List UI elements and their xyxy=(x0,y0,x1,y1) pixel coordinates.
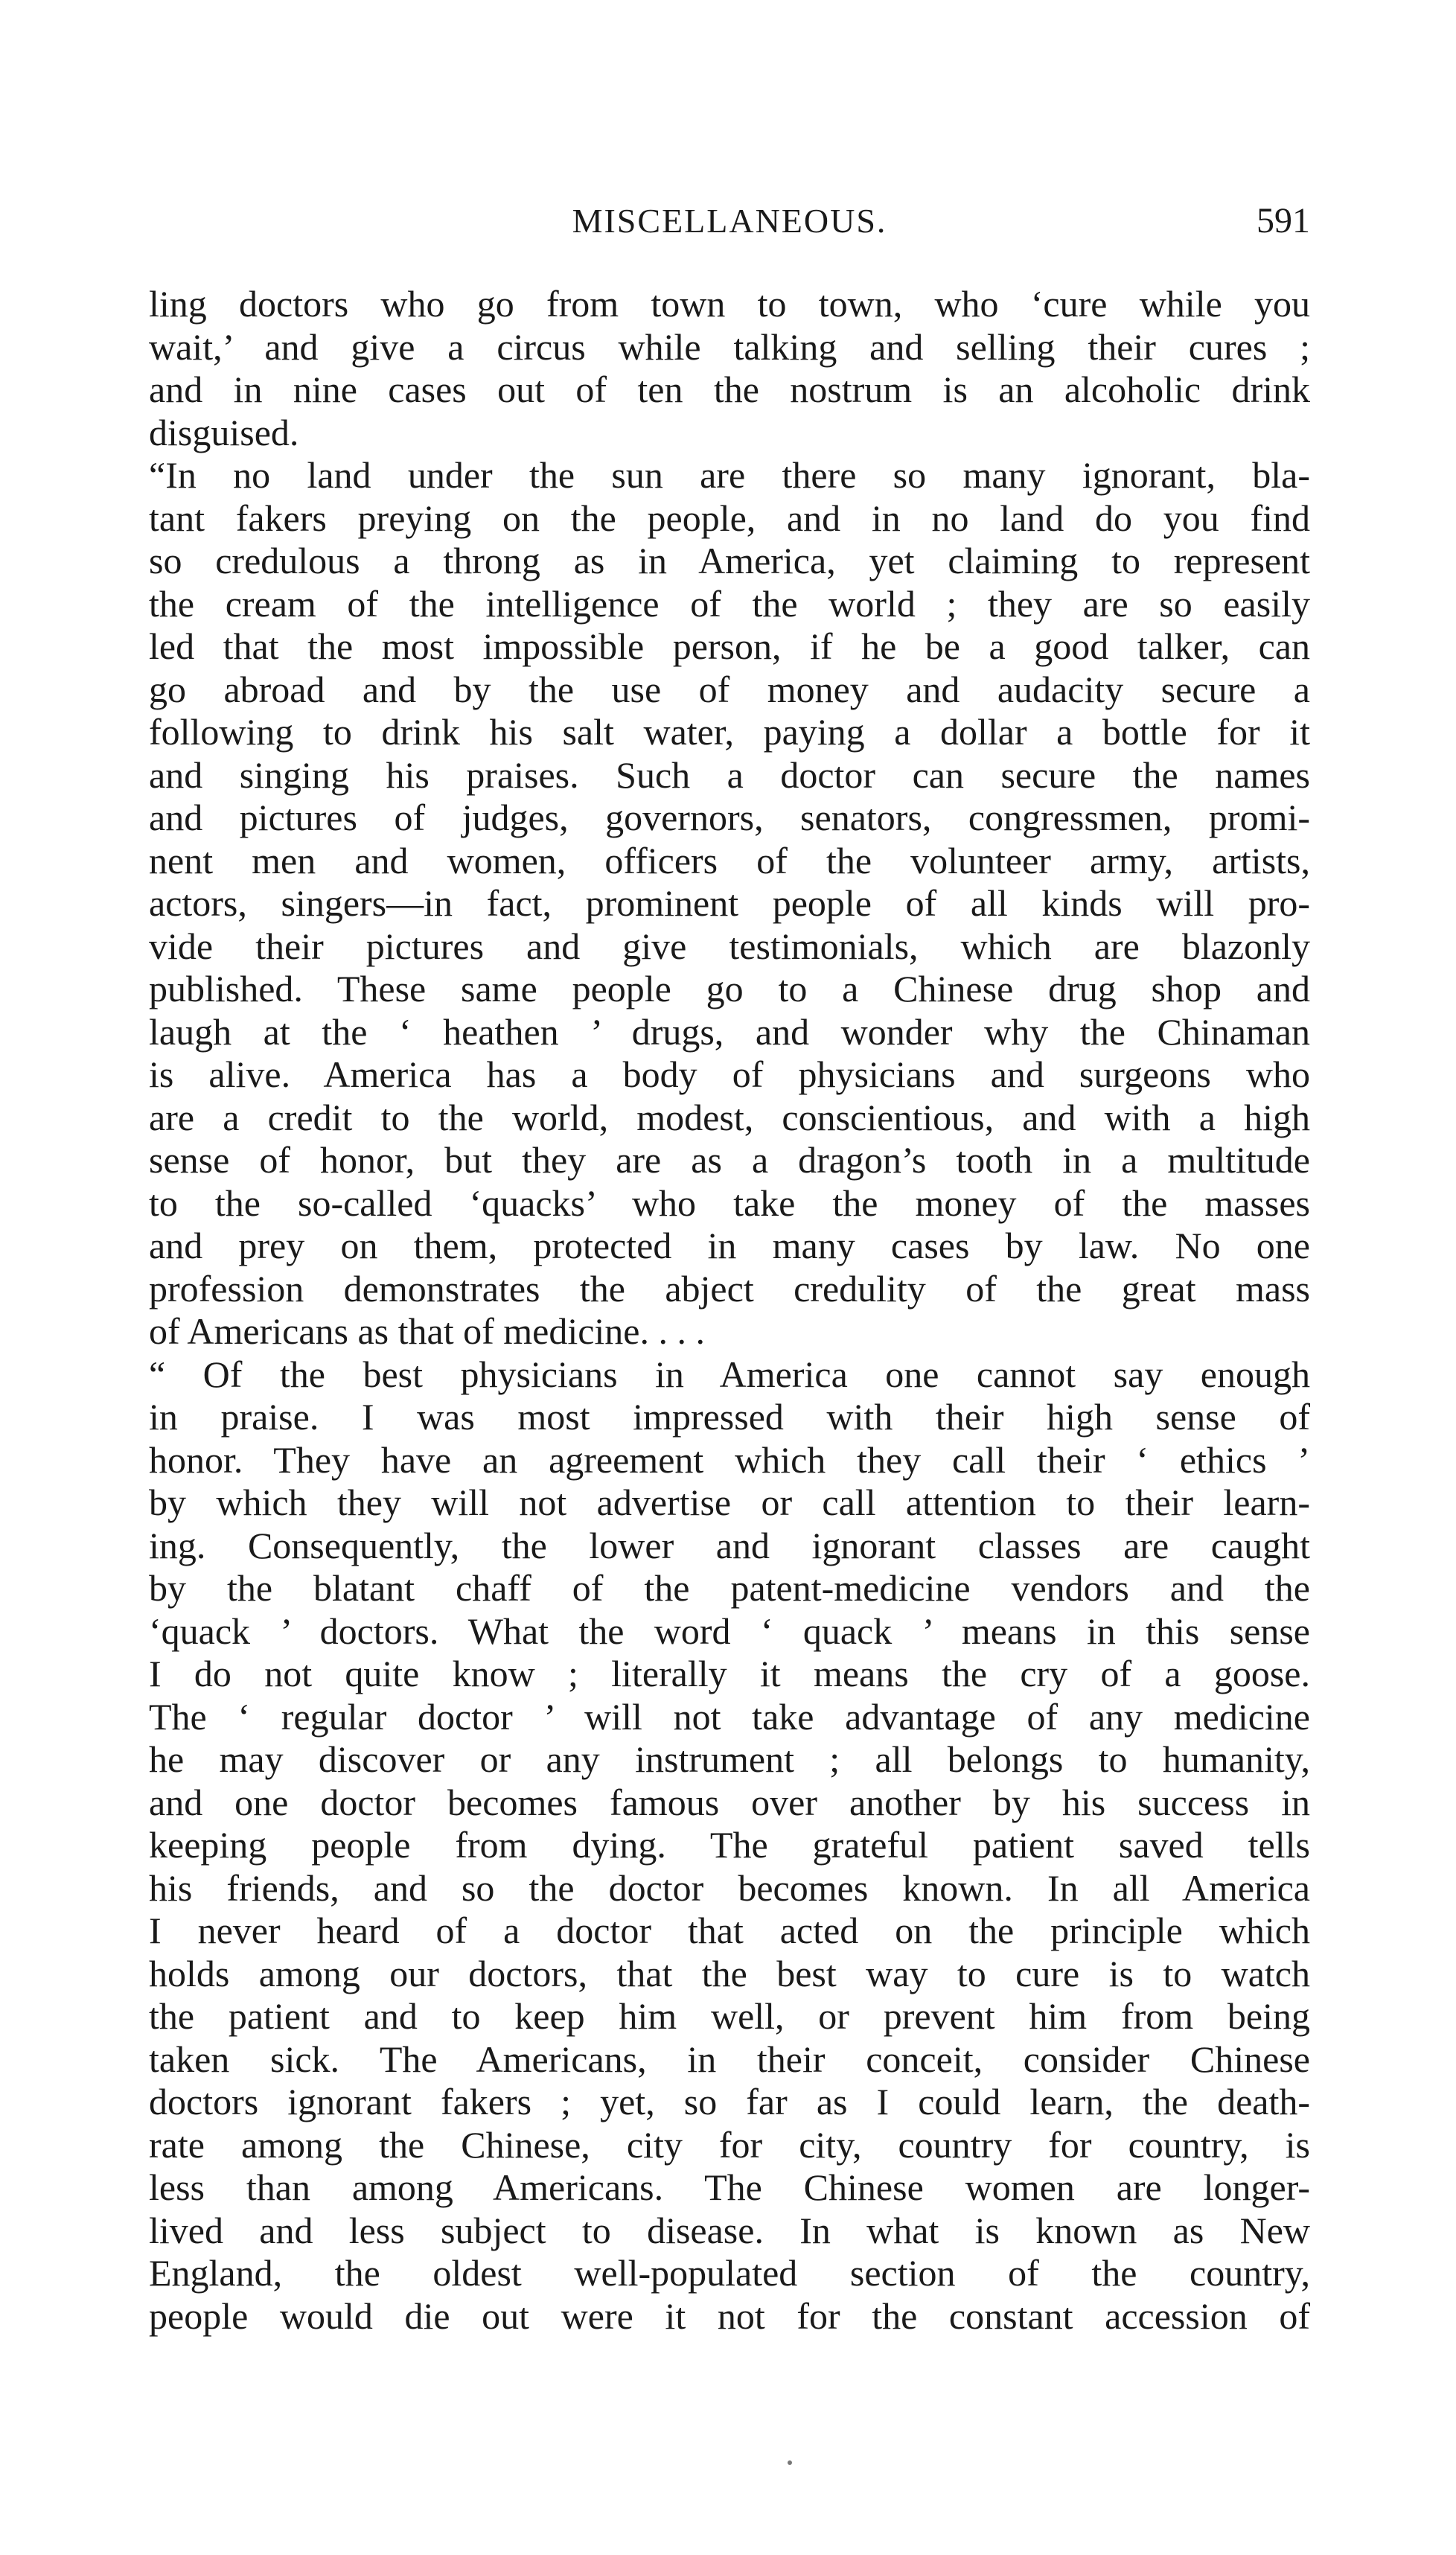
text-line: are a credit to the world, modest, conscientious, and with a high xyxy=(149,1096,1310,1138)
page-number: 591 xyxy=(1257,201,1310,240)
text-line: “In no land under the sun are there so many ignorant, bla- xyxy=(149,454,1310,496)
text-line: and one doctor becomes famous over another by his success in xyxy=(149,1781,1310,1823)
text-line: go abroad and by the use of money and audacity secure a xyxy=(149,668,1310,710)
text-line: England, the oldest well-populated section of the country, xyxy=(149,2252,1310,2294)
text-line: is alive. America has a body of physicians and surgeons who xyxy=(149,1053,1310,1095)
text-line: sense of honor, but they are as a dragon’s tooth in a multitude xyxy=(149,1139,1310,1181)
text-line: and prey on them, protected in many cases by law. No one xyxy=(149,1225,1310,1266)
text-line: of Americans as that of medicine. . . . xyxy=(149,1310,705,1352)
paragraph xyxy=(149,454,1310,1353)
text-line: The ‘ regular doctor ’ will not take advantage of any medicine xyxy=(149,1695,1310,1738)
text-line: and pictures of judges, governors, senators, congressmen, promi- xyxy=(149,797,1310,838)
text-line: by the blatant chaff of the patent-medicine vendors and the xyxy=(149,1567,1310,1609)
text-line: “ Of the best physicians in America one cannot say enough xyxy=(149,1353,1310,1395)
text-line: the patient and to keep him well, or prevent him from being xyxy=(149,1995,1310,2037)
paragraph xyxy=(149,1353,1310,2338)
text-line: published. These same people go to a Chinese drug shop and xyxy=(149,968,1310,1009)
footer-dot xyxy=(788,2460,792,2465)
text-line: led that the most impossible person, if he be a good talker, can xyxy=(149,625,1310,667)
text-line: to the so-called ‘quacks’ who take the money of the masses xyxy=(149,1181,1310,1224)
text-line: doctors ignorant fakers ; yet, so far as I could learn, the death- xyxy=(149,2081,1310,2122)
body-text xyxy=(149,283,1310,2338)
text-line: less than among Americans. The Chinese women are longer- xyxy=(149,2166,1310,2208)
text-line: he may discover or any instrument ; all belongs to humanity, xyxy=(149,1738,1310,1780)
text-line: and singing his praises. Such a doctor can secure the names xyxy=(149,753,1310,796)
text-line: keeping people from dying. The grateful patient saved tells xyxy=(149,1824,1310,1866)
text-line: lived and less subject to disease. In what is known as New xyxy=(149,2209,1310,2251)
text-line: vide their pictures and give testimonials, which are blazonly xyxy=(149,925,1310,967)
text-line: and in nine cases out of ten the nostrum is an alcoholic drink xyxy=(149,369,1310,410)
paragraph xyxy=(149,283,1310,454)
text-line: I never heard of a doctor that acted on the principle which xyxy=(149,1910,1310,1951)
text-line: profession demonstrates the abject credulity of the great mass xyxy=(149,1267,1310,1310)
text-line: disguised. xyxy=(149,411,299,453)
text-line: ling doctors who go from town to town, who ‘cure while you xyxy=(149,283,1310,325)
text-line: wait,’ and give a circus while talking and selling their cures ; xyxy=(149,325,1310,368)
text-line: by which they will not advertise or call attention to their learn- xyxy=(149,1481,1310,1523)
text-line: holds among our doctors, that the best way to cure is to watch xyxy=(149,1952,1310,1994)
text-line: his friends, and so the doctor becomes known. In all America xyxy=(149,1866,1310,1909)
text-line: honor. They have an agreement which they call their ‘ ethics ’ xyxy=(149,1438,1310,1481)
running-title: MISCELLANEOUS. xyxy=(572,202,887,240)
running-head xyxy=(149,195,1310,247)
text-line: ing. Consequently, the lower and ignorant classes are caught xyxy=(149,1524,1310,1566)
text-line: actors, singers—in fact, prominent people of all kinds will pro- xyxy=(149,882,1310,924)
text-line: rate among the Chinese, city for city, country for country, is xyxy=(149,2123,1310,2166)
text-line: so credulous a throng as in America, yet claiming to represent xyxy=(149,540,1310,581)
text-line: tant fakers preying on the people, and in no land do you find xyxy=(149,497,1310,539)
text-line: in praise. I was most impressed with their high sense of xyxy=(149,1396,1310,1438)
text-line: the cream of the intelligence of the world ; they are so easily xyxy=(149,582,1310,625)
text-line: I do not quite know ; literally it means the cry of a goose. xyxy=(149,1653,1310,1694)
text-line: following to drink his salt water, paying a dollar a bottle for it xyxy=(149,711,1310,753)
text-line: taken sick. The Americans, in their conceit, consider Chinese xyxy=(149,2038,1310,2080)
text-line: laugh at the ‘ heathen ’ drugs, and wonder why the Chinaman xyxy=(149,1010,1310,1053)
text-line: nent men and women, officers of the volunteer army, artists, xyxy=(149,839,1310,881)
text-line: ‘quack ’ doctors. What the word ‘ quack ’ means in this sense xyxy=(149,1610,1310,1652)
text-line: people would die out were it not for the constant accession of xyxy=(149,2294,1310,2337)
